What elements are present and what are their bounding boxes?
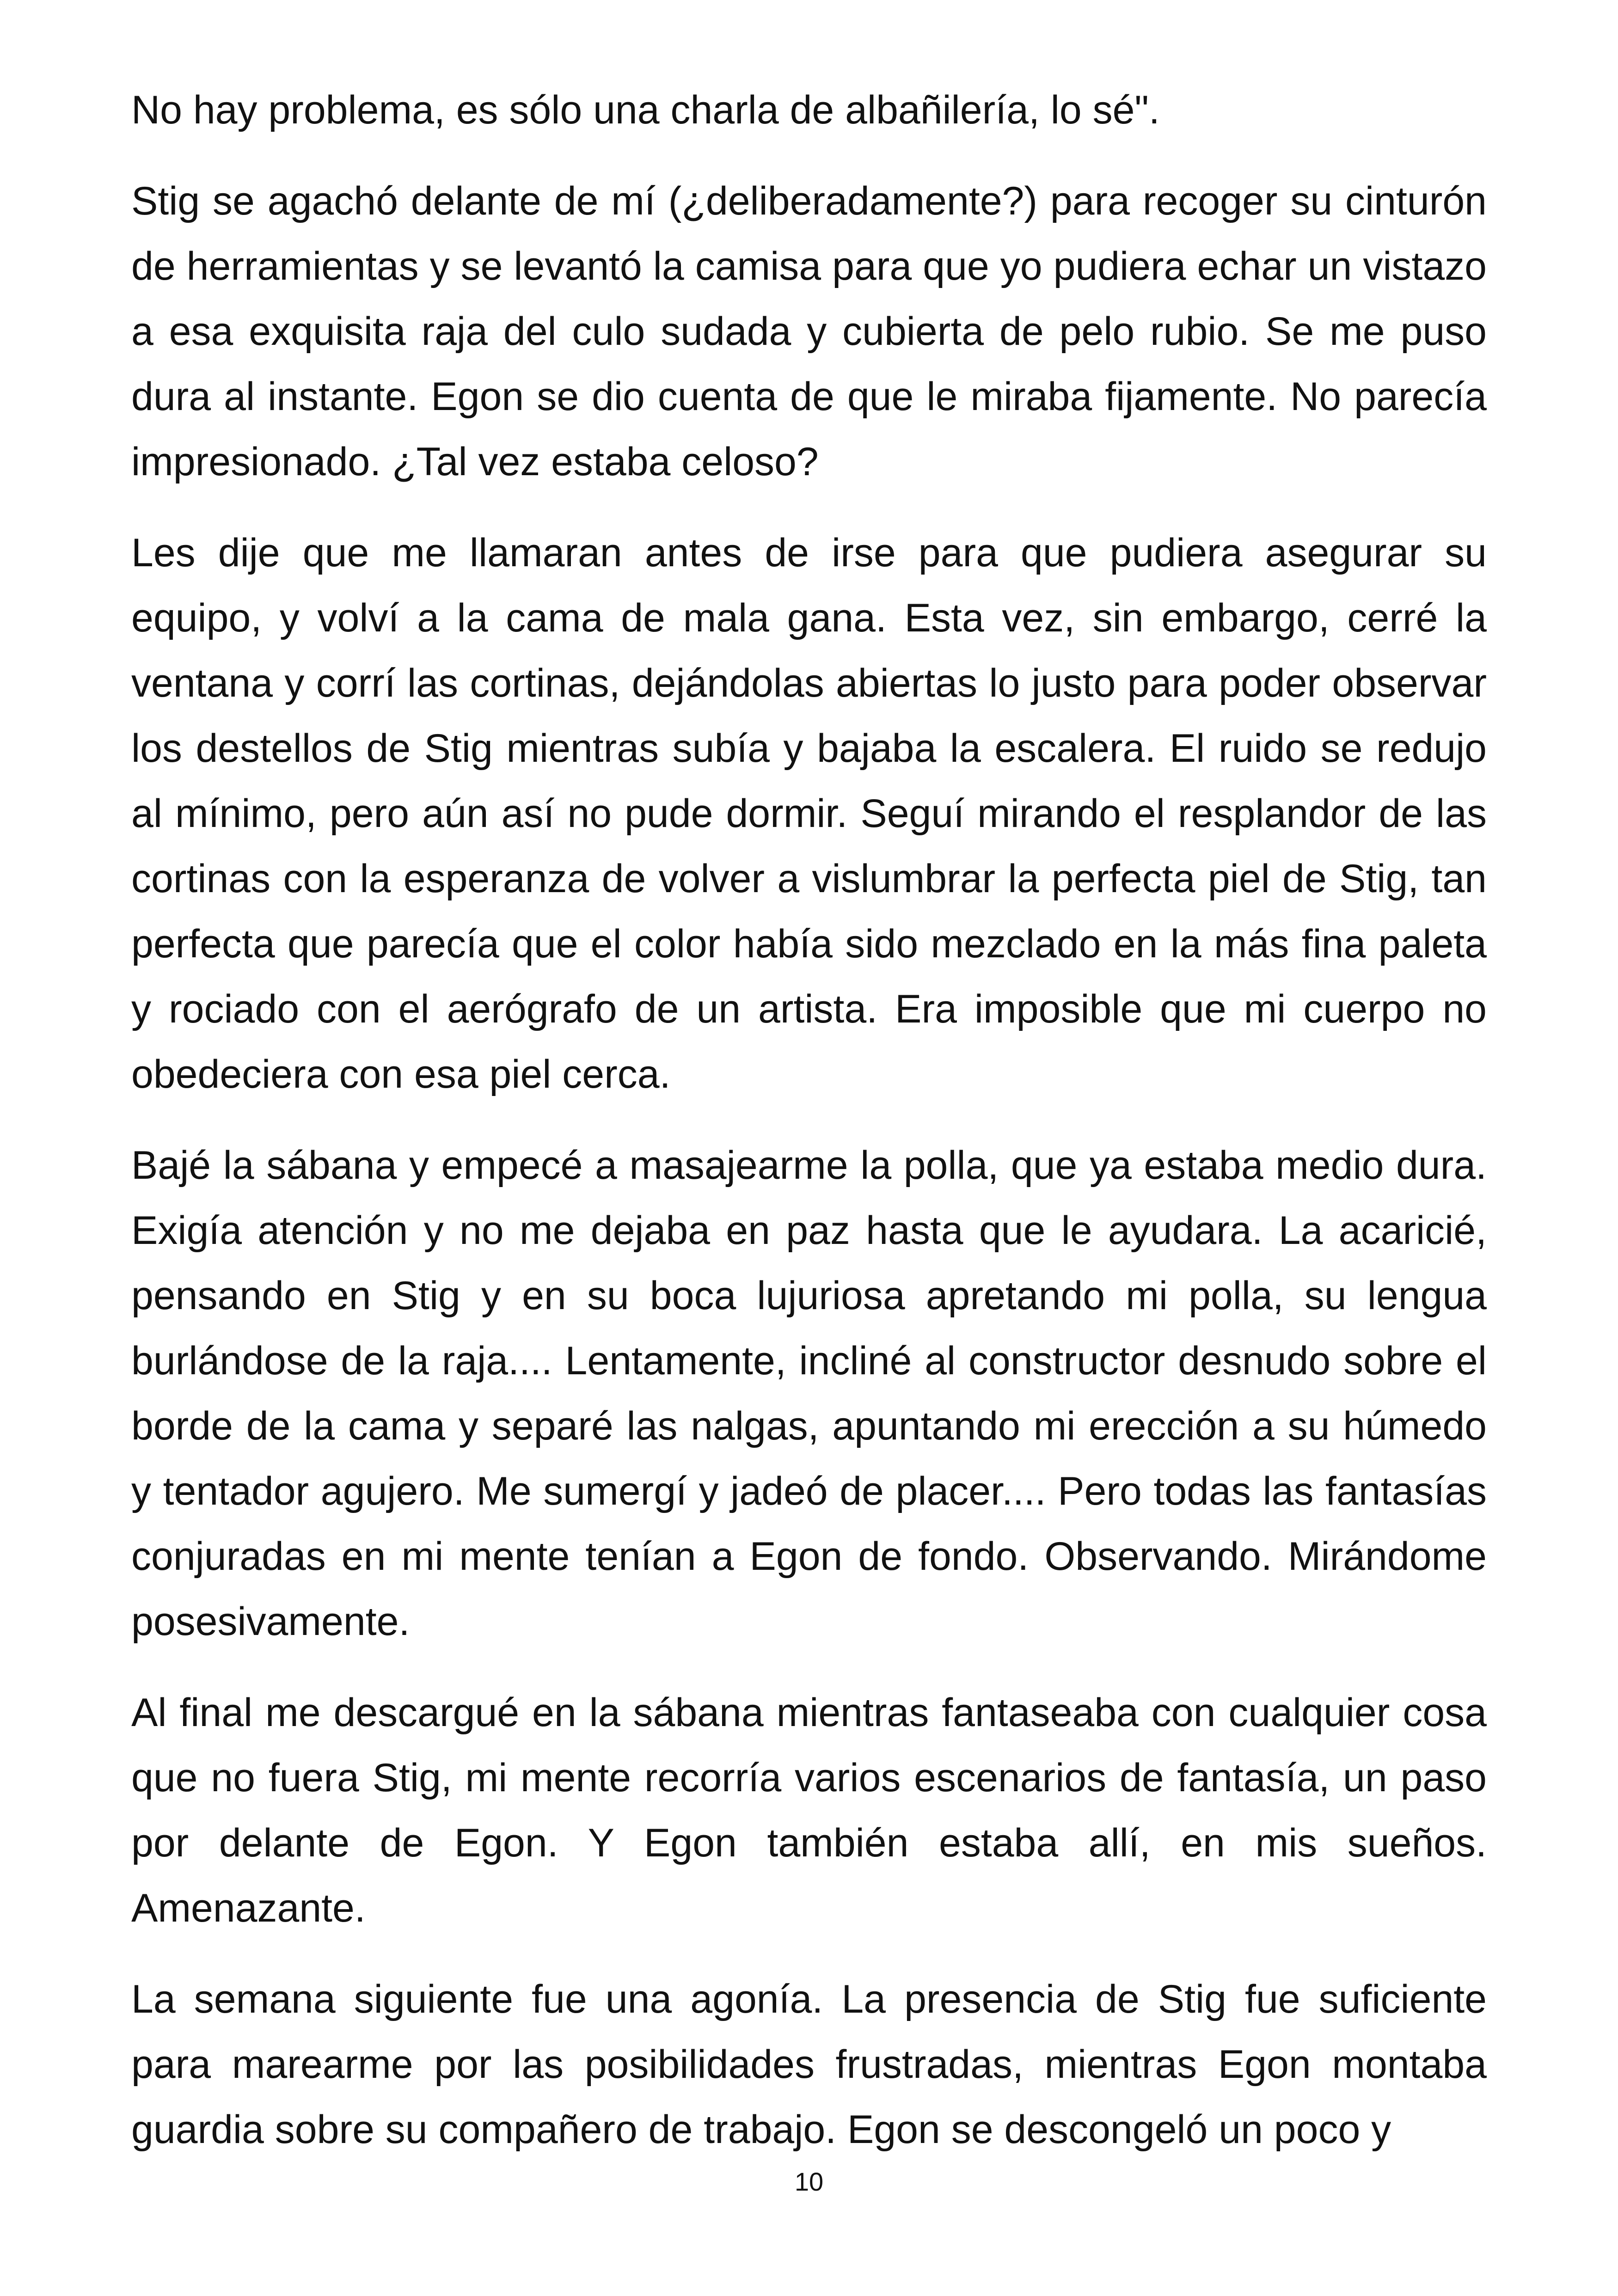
paragraph-4: Bajé la sábana y empecé a masajearme la polla, que ya estaba medio dura. Exigía atención y no me dejaba en paz hasta que le ayudara. La acaricié, pensando en Stig y en su boca lujuriosa apretando mi polla, su lengua burlándose de la raja.... Lentamente, incliné al constructor desnudo sobre el borde de la cama y separé las nalgas, apuntando mi erección a su húmedo y tentador agujero. Me sumergí y jadeó de placer.... Pero todas las fantasías conjuradas en mi mente tenían a Egon de fondo. Observando. Mirándome posesivamente. (131, 1143, 1487, 1644)
body-text (131, 78, 1487, 2188)
paragraph-5: Al final me descargué en la sábana mientras fantaseaba con cualquier cosa que no fuera Stig, mi mente recorría varios escenarios de fantasía, un paso por delante de Egon. Y Egon también estaba allí, en mis sueños. Amenazante. (131, 1690, 1487, 1930)
paragraph-1: No hay problema, es sólo una charla de albañilería, lo sé". (131, 88, 1160, 132)
page-number: 10 (794, 2167, 824, 2196)
paragraph-2: Stig se agachó delante de mí (¿deliberadamente?) para recoger su cinturón de herramientas y se levantó la camisa para que yo pudiera echar un vistazo a esa exquisita raja del culo sudada y cubierta de pelo rubio. Se me puso dura al instante. Egon se dio cuenta de que le miraba fijamente. No parecía impresionado. ¿Tal vez estaba celoso? (131, 179, 1487, 484)
paragraph-3: Les dije que me llamaran antes de irse para que pudiera asegurar su equipo, y volví a la cama de mala gana. Esta vez, sin embargo, cerré la ventana y corrí las cortinas, dejándolas abiertas lo justo para poder observar los destellos de Stig mientras subía y bajaba la escalera. El ruido se redujo al mínimo, pero aún así no pude dormir. Seguí mirando el resplandor de las cortinas con la esperanza de volver a vislumbrar la perfecta piel de Stig, tan perfecta que parecía que el color había sido mezclado en la más fina paleta y rociado con el aerógrafo de un artista. Era imposible que mi cuerpo no obedeciera con esa piel cerca. (131, 531, 1487, 1096)
paragraph-6: La semana siguiente fue una agonía. La presencia de Stig fue suficiente para marearme por las posibilidades frustradas, mientras Egon montaba guardia sobre su compañero de trabajo. Egon se descongeló un poco y (131, 1977, 1487, 2152)
